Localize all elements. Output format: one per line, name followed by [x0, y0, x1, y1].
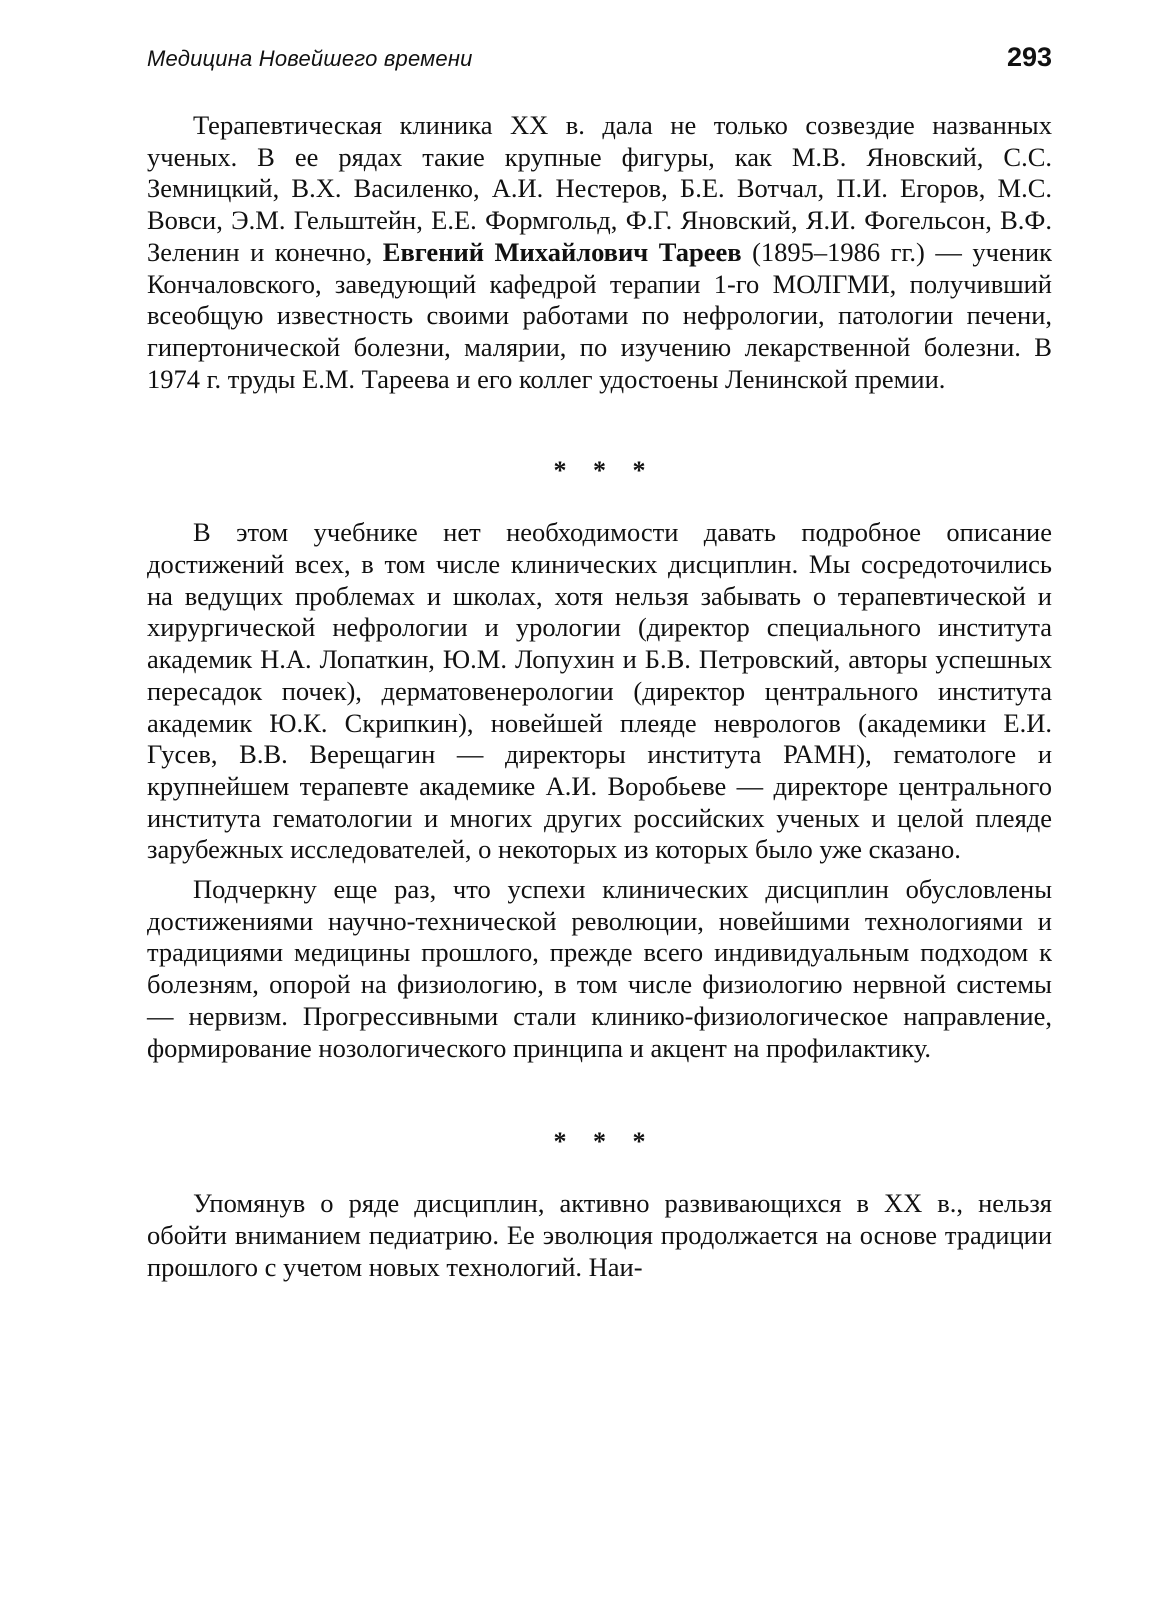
book-page: [147, 40, 1052, 1283]
paragraph-other-disciplines: В этом учебнике нет необходимости давать подробное описание достижений всех, в том числе клинических дисциплин. Мы сосредоточились на ведущих проблемах и школах, хотя нельзя забывать о терапевтической и хирургической нефрологии и урологии (директор специального института академик Н.А. Лопаткин, Ю.М. Лопухин и Б.В. Петровский, авторы успешных пересадок почек), дерматовенерологии (директор центрального института академик Ю.К. Скрипкин), новейшей плеяде неврологов (академики Е.И. Гусев, В.В. Верещагин — директоры института РАМН), гематологе и крупнейшем терапевте академике А.И. Воробьеве — директоре центрального института гематологии и многих других российских ученых и целой плеяде зарубежных исследователей, о некоторых из которых было уже сказано.: [147, 517, 1052, 865]
section-divider: * * *: [553, 456, 656, 486]
paragraph-therapeutic-clinic: [147, 110, 1052, 395]
running-title: Медицина Новейшего времени: [147, 46, 473, 71]
bold-name-tareev: Евгений Михайлович Тареев: [382, 236, 742, 267]
page-number: 293: [1006, 42, 1052, 72]
paragraph-clinical-success: Подчеркну еще раз, что успехи клинических дисциплин обусловлены достижениями научно-технической революции, новейшими технологиями и традициями медицины прошлого, прежде всего индивидуальным подходом к болезням, опорой на физиологию, в том числе физиологию нервной системы — нервизм. Прогрессивными стали клинико-физиологическое направление, формирование нозологического принципа и акцент на профилактику.: [147, 874, 1052, 1063]
section-divider: * * *: [553, 1127, 656, 1157]
page-header: [147, 40, 1052, 80]
paragraph-pediatrics: Упомянув о ряде дисциплин, активно развивающихся в XX в., нельзя обойти вниманием педиатрию. Ее эволюция продолжается на основе традиции прошлого с учетом новых технологий. Наи-: [147, 1188, 1052, 1282]
paragraph-text: Терапевтическая клиника XX в. дала не только созвездие названных ученых. В ее рядах такие крупные фигуры, как М.В. Яновский, С.С. Земницкий, В.Х. Василенко, А.И. Нестеров, Б.Е. Вотчал, П.И. Егоров, М.С. Вовси, Э.М. Гельштейн, Е.Е. Формгольд, Ф.Г. Яновский, Я.И. Фогельсон, В.Ф. Зеленин и конечно,: [147, 110, 1052, 267]
paragraph-text: (1895–1986 гг.) — ученик Кончаловского, заведующий кафедрой терапии 1-го МОЛГМИ, получивший всеобщую известность своими работами по нефрологии, патологии печени, гипертонической болезни, малярии, по изучению лекарственной болезни. В 1974 г. труды Е.М. Тареева и его коллег удостоены Ленинской премии.: [147, 236, 1052, 394]
